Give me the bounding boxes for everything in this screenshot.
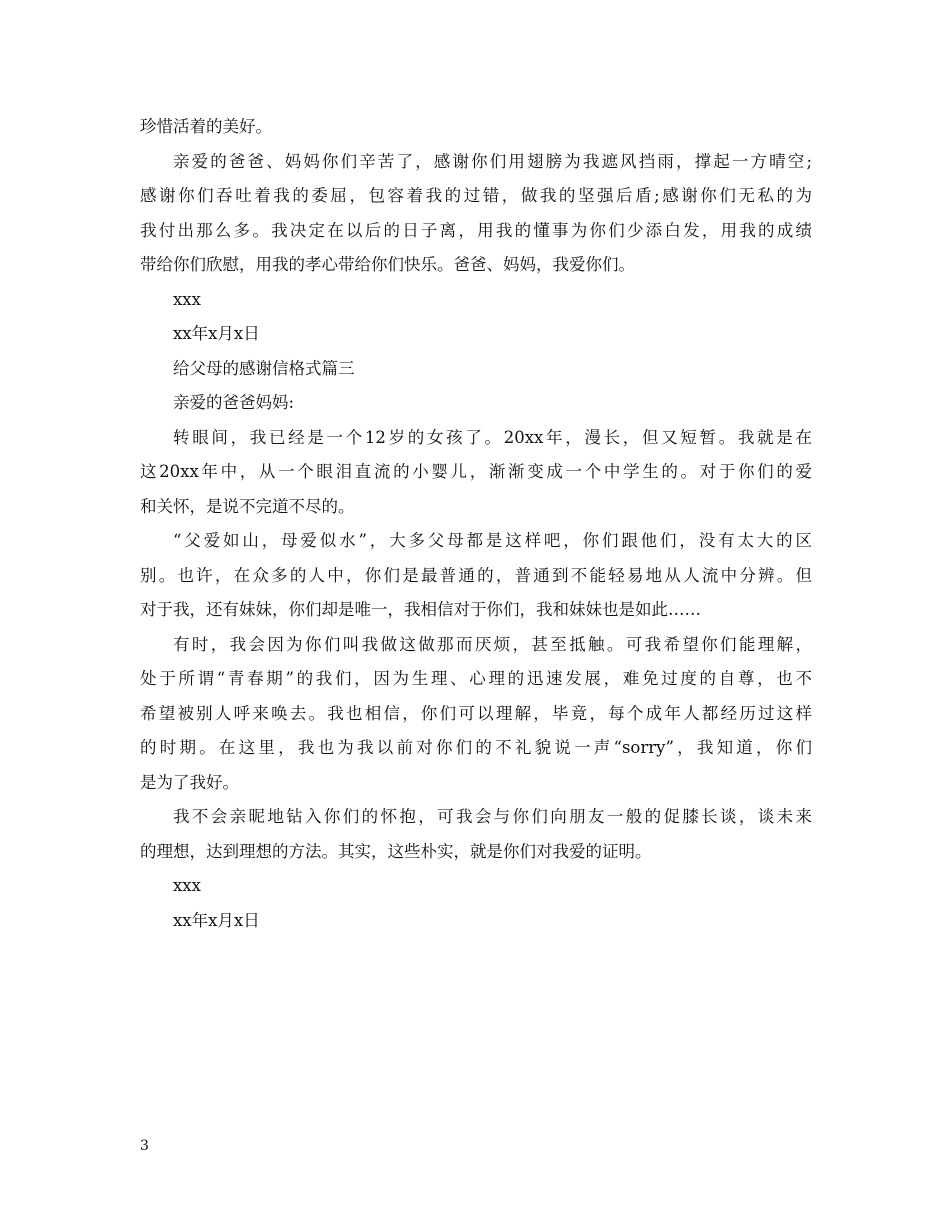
- text-line: 的时期。在这里，我也为我以前对你们的不礼貌说一声“sorry”，我知道，你们: [140, 738, 812, 757]
- text-line: 我付出那么多。我决定在以后的日子离，用我的懂事为你们少添白发，用我的成绩: [140, 220, 812, 240]
- signature-line: xxx: [173, 876, 201, 895]
- text-line: 的理想，达到理想的方法。其实，这些朴实，就是你们对我爱的证明。: [140, 841, 652, 861]
- text-line: 转眼间，我已经是一个12岁的女孩了。20xx年，漫长，但又短暂。我就是在: [173, 427, 812, 447]
- text-line: 感谢你们吞吐着我的委屈，包容着我的过错，做我的坚强后盾;感谢你们无私的为: [140, 186, 812, 205]
- text-line: 是为了我好。: [140, 772, 239, 792]
- section-title: 给父母的感谢信格式篇三: [173, 358, 355, 378]
- text-line: 和关怀，是说不完道不尽的。: [140, 496, 355, 516]
- text-line: 这20xx年中，从一个眼泪直流的小婴儿，渐渐变成一个中学生的。对于你们的爱: [140, 462, 812, 481]
- text-line: 别。也许，在众多的人中，你们是最普通的，普通到不能轻易地从人流中分辨。但: [140, 565, 812, 585]
- text-line: 处于所谓“青春期”的我们，因为生理、心理的迅速发展，难免过度的自尊，也不: [140, 669, 812, 688]
- date-line: xx年x月x日: [173, 910, 260, 930]
- document-page: [140, 110, 812, 938]
- text-line: 我不会亲昵地钻入你们的怀抱，可我会与你们向朋友一般的促膝长谈，谈未来: [173, 807, 812, 826]
- text-line: 有时，我会因为你们叫我做这做那而厌烦，甚至抵触。可我希望你们能理解，: [173, 634, 812, 654]
- text-line: 珍惜活着的美好。: [140, 117, 272, 136]
- text-line: 对于我，还有妹妹，你们却是唯一，我相信对于你们，我和妹妹也是如此……: [140, 600, 701, 619]
- signature-line: xxx: [173, 289, 201, 309]
- text-line: 亲爱的爸爸、妈妈你们辛苦了，感谢你们用翅膀为我遮风挡雨，撑起一方晴空;: [173, 151, 812, 171]
- salutation-line: 亲爱的爸爸妈妈:: [173, 393, 295, 412]
- date-line: xx年x月x日: [173, 324, 260, 343]
- page-number: 3: [140, 1138, 149, 1154]
- text-line: 带给你们欣慰，用我的孝心带给你们快乐。爸爸、妈妈，我爱你们。: [140, 255, 635, 274]
- text-line: 希望被别人呼来唤去。我也相信，你们可以理解，毕竟，每个成年人都经历过这样: [140, 703, 812, 723]
- text-line: “父爱如山，母爱似水”，大多父母都是这样吧，你们跟他们，没有太大的区: [173, 531, 812, 550]
